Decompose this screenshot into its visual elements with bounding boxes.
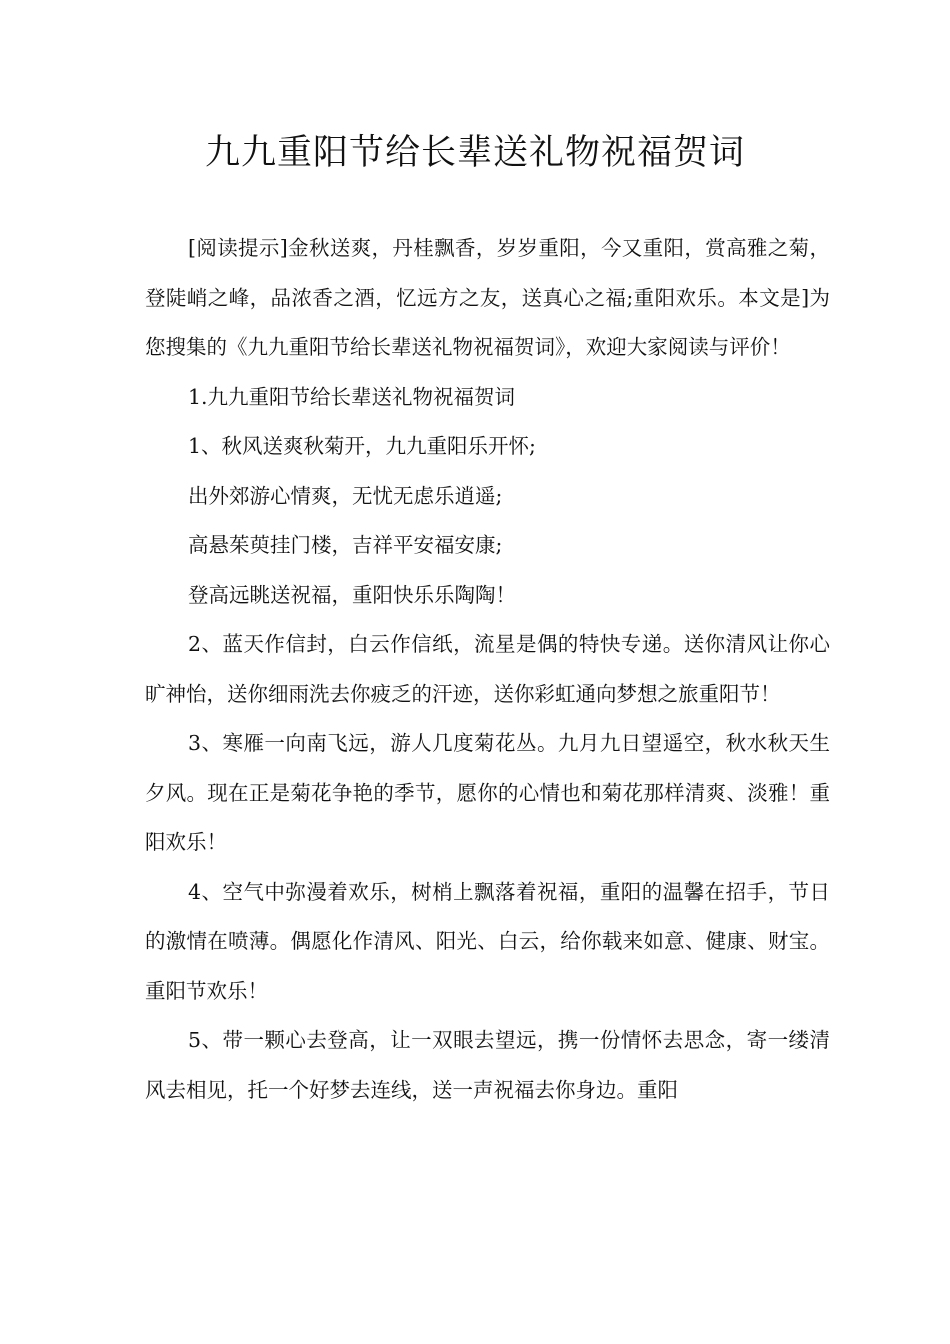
- document-title: 九九重阳节给长辈送礼物祝福贺词: [204, 133, 745, 173]
- greeting-paragraph-3: 3、寒雁一向南飞远，游人几度菊花丛。九月九日望遥空，秋水秋天生夕风。现在正是菊花争艳的季节，愿你的心情也和菊花那样清爽、淡雅！重阳欢乐！: [145, 731, 830, 854]
- poem-line-4: 登高远眺送祝福，重阳快乐乐陶陶！: [188, 582, 516, 607]
- poem-line-2: 出外郊游心情爽，无忧无虑乐逍遥;: [188, 483, 503, 508]
- intro-paragraph: [阅读提示]金秋送爽，丹桂飘香，岁岁重阳，今又重阳，赏高雅之菊，登陡峭之峰，品浓香之酒，忆远方之友，送真心之福;重阳欢乐。本文是]为您搜集的《九九重阳节给长辈送礼物祝福贺词》，欢迎大家阅读与评价！: [145, 236, 830, 359]
- poem-line-1: 1、秋风送爽秋菊开，九九重阳乐开怀;: [188, 434, 536, 458]
- poem-line-3: 高悬茱萸挂门楼，吉祥平安福安康;: [188, 533, 503, 557]
- greeting-paragraph-5: 5、带一颗心去登高，让一双眼去望远，携一份情怀去思念，寄一缕清风去相见，托一个好梦去连线，送一声祝福去你身边。重阳: [145, 1028, 830, 1102]
- greeting-paragraph-2: 2、蓝天作信封，白云作信纸，流星是偶的特快专递。送你清风让你心旷神怡，送你细雨洗去你疲乏的汗迹，送你彩虹通向梦想之旅重阳节！: [145, 632, 830, 706]
- document-body: [145, 224, 830, 1115]
- greeting-paragraph-4: 4、空气中弥漫着欢乐，树梢上飘落着祝福，重阳的温馨在招手，节日的激情在喷薄。偶愿化作清风、阳光、白云，给你载来如意、健康、财宝。重阳节欢乐！: [145, 879, 830, 1003]
- section-heading: 1.九九重阳节给长辈送礼物祝福贺词: [188, 384, 516, 409]
